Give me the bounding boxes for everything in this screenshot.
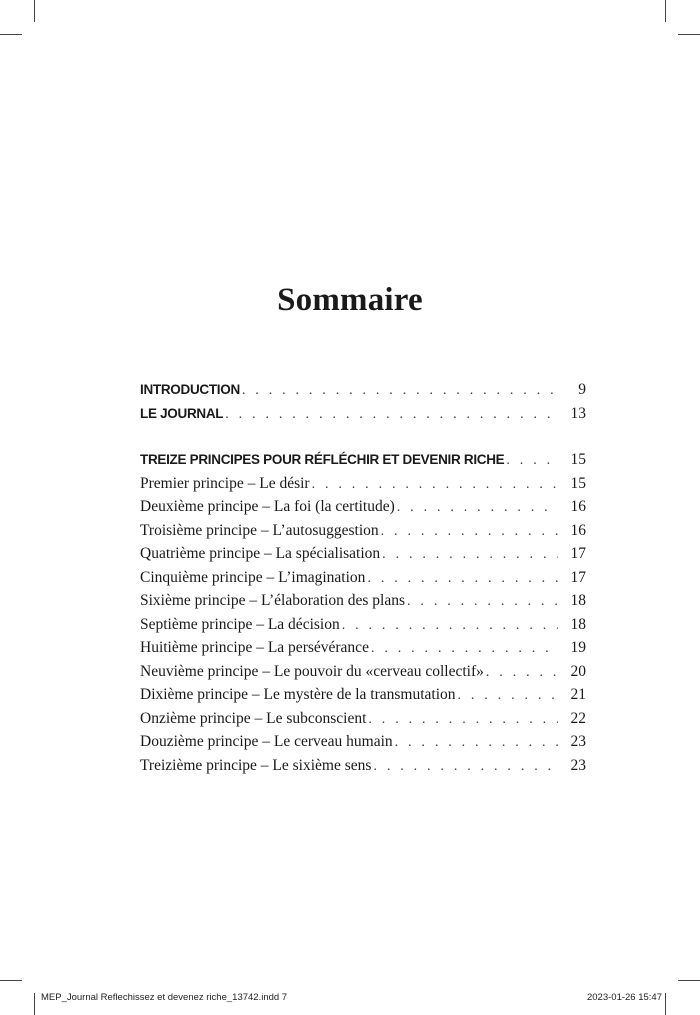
dot-leader — [225, 403, 558, 427]
toc-entry[interactable] — [140, 542, 586, 566]
toc-section-page: 15 — [570, 451, 586, 468]
crop-mark-top-right-h — [678, 34, 700, 35]
toc-spacer — [140, 425, 586, 448]
toc-entry[interactable] — [140, 519, 586, 543]
toc-entry-label: Treizième principe – Le sixième sens — [140, 756, 372, 774]
dot-leader — [395, 731, 558, 755]
dot-leader — [381, 520, 558, 544]
toc-entry[interactable] — [140, 636, 586, 660]
toc-entry[interactable] — [140, 566, 586, 590]
toc-entry-page: 23 — [570, 756, 586, 774]
toc-entry-page: 18 — [570, 615, 586, 633]
toc-entry-label: Sixième principe – L’élaboration des plans — [140, 592, 406, 609]
dot-leader — [506, 449, 558, 473]
crop-mark-bottom-left-h — [0, 980, 22, 981]
toc-entry-le-journal[interactable] — [140, 402, 586, 426]
dot-leader — [407, 590, 558, 614]
crop-mark-top-right — [665, 0, 666, 22]
toc-entry[interactable] — [140, 730, 586, 754]
toc-entry-introduction[interactable] — [140, 378, 586, 402]
table-of-contents — [140, 378, 586, 777]
toc-entry-label: Huitième principe – La persévérance — [140, 639, 369, 656]
toc-entry-label: Septième principe – La décision — [140, 615, 340, 633]
toc-entry-label: Cinquième principe – L’imagination — [140, 568, 366, 586]
toc-entry[interactable] — [140, 683, 586, 707]
toc-entries-list — [140, 472, 586, 778]
page-title: Sommaire — [277, 282, 423, 318]
toc-entry-page: 9 — [578, 381, 586, 398]
toc-entry[interactable] — [140, 613, 586, 637]
toc-entry-page: 16 — [570, 521, 586, 539]
toc-entry[interactable] — [140, 754, 586, 778]
toc-entry-label: Deuxième principe – La foi (la certitude) — [140, 498, 395, 515]
toc-entry-label: INTRODUCTION — [140, 382, 240, 397]
toc-entry-page: 13 — [570, 404, 586, 422]
print-slug — [0, 992, 700, 1008]
print-timestamp: 2023-01-26 15:47 — [586, 992, 662, 1003]
toc-entry-label: Quatrième principe – La spécialisation — [140, 545, 381, 562]
dot-leader — [312, 473, 558, 497]
crop-mark-bottom-right-h — [678, 980, 700, 981]
toc-entry-label: Troisième principe – L’autosuggestion — [140, 521, 379, 539]
toc-entry[interactable] — [140, 495, 586, 519]
dot-leader — [242, 379, 558, 403]
dot-leader — [368, 708, 558, 732]
toc-entry-label: Onzième principe – Le subconscient — [140, 709, 367, 727]
dot-leader — [367, 567, 558, 591]
toc-entry-label: Premier principe – Le désir — [140, 474, 310, 492]
toc-entry-page: 16 — [570, 498, 586, 515]
toc-entry-label: Neuvième principe – Le pouvoir du «cerveau collectif» — [140, 662, 484, 680]
toc-entry[interactable] — [140, 707, 586, 731]
toc-entry-page: 17 — [570, 568, 586, 586]
crop-mark-top-left — [34, 0, 35, 22]
toc-entry-label: LE JOURNAL — [140, 405, 224, 421]
toc-entry-label: Douzième principe – Le cerveau humain — [140, 733, 393, 750]
file-info: MEP_Journal Reflechissez et devenez riche_13742.indd 7 — [41, 992, 288, 1003]
dot-leader — [382, 543, 558, 567]
crop-mark-top-left-h — [0, 34, 22, 35]
toc-entry[interactable] — [140, 589, 586, 613]
toc-entry-page: 21 — [570, 686, 586, 703]
toc-entry-page: 22 — [570, 709, 586, 727]
toc-section-label: TREIZE PRINCIPES POUR RÉFLÉCHIR ET DEVENIR RICHE — [140, 452, 505, 467]
dot-leader — [342, 614, 558, 638]
toc-entry-page: 17 — [570, 545, 586, 562]
toc-entry-page: 15 — [570, 474, 586, 492]
toc-entry-page: 20 — [570, 662, 586, 680]
toc-entry-page: 19 — [570, 639, 586, 656]
dot-leader — [458, 684, 559, 708]
dot-leader — [397, 496, 558, 520]
toc-section-treize-principes[interactable] — [140, 448, 586, 472]
toc-entry-label: Dixième principe – Le mystère de la transmutation — [140, 686, 456, 703]
toc-entry-page: 18 — [570, 592, 586, 609]
toc-entry[interactable] — [140, 472, 586, 496]
dot-leader — [373, 755, 558, 779]
toc-entry-page: 23 — [570, 733, 586, 750]
dot-leader — [486, 661, 558, 685]
toc-entry[interactable] — [140, 660, 586, 684]
dot-leader — [371, 637, 558, 661]
